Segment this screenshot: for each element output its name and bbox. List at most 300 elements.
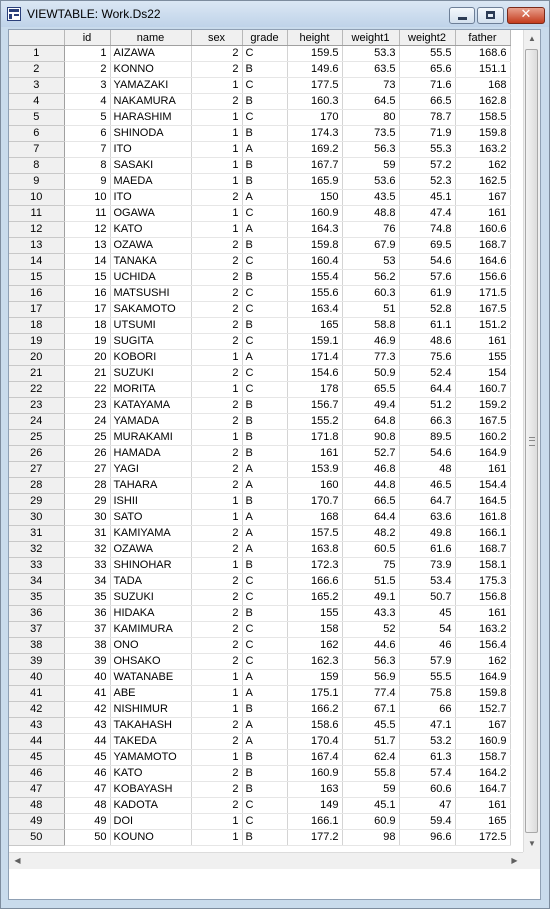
row-header-cell[interactable]: 25 bbox=[9, 430, 64, 446]
cell-name[interactable]: TADA bbox=[110, 574, 191, 590]
cell-grade[interactable]: C bbox=[242, 206, 287, 222]
row-header-cell[interactable]: 19 bbox=[9, 334, 64, 350]
table-row[interactable] bbox=[9, 222, 510, 238]
cell-weight1[interactable]: 76 bbox=[342, 222, 399, 238]
row-header-cell[interactable]: 38 bbox=[9, 638, 64, 654]
cell-name[interactable]: KAMIMURA bbox=[110, 622, 191, 638]
row-header-cell[interactable]: 43 bbox=[9, 718, 64, 734]
cell-weight2[interactable]: 64.7 bbox=[399, 494, 455, 510]
cell-father[interactable]: 168.7 bbox=[455, 542, 510, 558]
cell-sex[interactable]: 1 bbox=[191, 110, 242, 126]
cell-weight2[interactable]: 69.5 bbox=[399, 238, 455, 254]
cell-height[interactable]: 169.2 bbox=[287, 142, 342, 158]
cell-name[interactable]: SHINODA bbox=[110, 126, 191, 142]
cell-father[interactable]: 161 bbox=[455, 798, 510, 814]
cell-name[interactable]: WATANABE bbox=[110, 670, 191, 686]
cell-sex[interactable]: 2 bbox=[191, 238, 242, 254]
table-row[interactable] bbox=[9, 622, 510, 638]
cell-sex[interactable]: 1 bbox=[191, 494, 242, 510]
cell-weight1[interactable]: 56.3 bbox=[342, 142, 399, 158]
cell-id[interactable]: 40 bbox=[64, 670, 110, 686]
cell-name[interactable]: SASAKI bbox=[110, 158, 191, 174]
cell-weight1[interactable]: 53 bbox=[342, 254, 399, 270]
cell-weight2[interactable]: 57.2 bbox=[399, 158, 455, 174]
cell-sex[interactable]: 2 bbox=[191, 574, 242, 590]
row-header-cell[interactable]: 6 bbox=[9, 126, 64, 142]
cell-father[interactable]: 156.6 bbox=[455, 270, 510, 286]
cell-weight1[interactable]: 43.3 bbox=[342, 606, 399, 622]
cell-weight2[interactable]: 71.9 bbox=[399, 126, 455, 142]
row-header-cell[interactable]: 21 bbox=[9, 366, 64, 382]
cell-sex[interactable]: 2 bbox=[191, 734, 242, 750]
cell-height[interactable]: 156.7 bbox=[287, 398, 342, 414]
scroll-down-icon[interactable]: ▼ bbox=[528, 839, 536, 848]
cell-name[interactable]: KADOTA bbox=[110, 798, 191, 814]
cell-sex[interactable]: 2 bbox=[191, 654, 242, 670]
cell-grade[interactable]: A bbox=[242, 222, 287, 238]
cell-weight1[interactable]: 66.5 bbox=[342, 494, 399, 510]
cell-grade[interactable]: C bbox=[242, 366, 287, 382]
row-header-cell[interactable]: 10 bbox=[9, 190, 64, 206]
table-row[interactable] bbox=[9, 718, 510, 734]
cell-grade[interactable]: B bbox=[242, 606, 287, 622]
cell-height[interactable]: 165.9 bbox=[287, 174, 342, 190]
cell-name[interactable]: YAMAMOTO bbox=[110, 750, 191, 766]
cell-weight1[interactable]: 56.2 bbox=[342, 270, 399, 286]
cell-sex[interactable]: 2 bbox=[191, 286, 242, 302]
cell-id[interactable]: 14 bbox=[64, 254, 110, 270]
cell-weight1[interactable]: 51.7 bbox=[342, 734, 399, 750]
cell-id[interactable]: 22 bbox=[64, 382, 110, 398]
cell-name[interactable]: YAGI bbox=[110, 462, 191, 478]
cell-height[interactable]: 166.1 bbox=[287, 814, 342, 830]
cell-father[interactable]: 159.8 bbox=[455, 126, 510, 142]
app-icon[interactable] bbox=[7, 7, 21, 21]
row-header-cell[interactable]: 24 bbox=[9, 414, 64, 430]
cell-father[interactable]: 161 bbox=[455, 462, 510, 478]
cell-grade[interactable]: B bbox=[242, 158, 287, 174]
cell-height[interactable]: 175.1 bbox=[287, 686, 342, 702]
cell-weight2[interactable]: 53.4 bbox=[399, 574, 455, 590]
cell-name[interactable]: KOBORI bbox=[110, 350, 191, 366]
data-grid[interactable] bbox=[9, 30, 523, 852]
cell-grade[interactable]: C bbox=[242, 286, 287, 302]
cell-id[interactable]: 23 bbox=[64, 398, 110, 414]
cell-sex[interactable]: 1 bbox=[191, 430, 242, 446]
cell-father[interactable]: 167 bbox=[455, 190, 510, 206]
cell-father[interactable]: 163.2 bbox=[455, 622, 510, 638]
table-row[interactable] bbox=[9, 270, 510, 286]
cell-id[interactable]: 18 bbox=[64, 318, 110, 334]
row-header-cell[interactable]: 40 bbox=[9, 670, 64, 686]
cell-id[interactable]: 49 bbox=[64, 814, 110, 830]
cell-weight2[interactable]: 61.1 bbox=[399, 318, 455, 334]
cell-name[interactable]: ONO bbox=[110, 638, 191, 654]
cell-id[interactable]: 7 bbox=[64, 142, 110, 158]
cell-weight2[interactable]: 46 bbox=[399, 638, 455, 654]
cell-height[interactable]: 171.8 bbox=[287, 430, 342, 446]
scroll-up-icon[interactable]: ▲ bbox=[528, 34, 536, 43]
cell-father[interactable]: 162 bbox=[455, 654, 510, 670]
cell-weight2[interactable]: 54.6 bbox=[399, 254, 455, 270]
cell-father[interactable]: 161 bbox=[455, 606, 510, 622]
cell-weight1[interactable]: 50.9 bbox=[342, 366, 399, 382]
row-header-cell[interactable]: 27 bbox=[9, 462, 64, 478]
cell-name[interactable]: ITO bbox=[110, 190, 191, 206]
table-row[interactable] bbox=[9, 126, 510, 142]
cell-grade[interactable]: C bbox=[242, 254, 287, 270]
cell-father[interactable]: 158.5 bbox=[455, 110, 510, 126]
table-row[interactable] bbox=[9, 782, 510, 798]
cell-height[interactable]: 159.8 bbox=[287, 238, 342, 254]
cell-weight1[interactable]: 60.9 bbox=[342, 814, 399, 830]
row-header-cell[interactable]: 1 bbox=[9, 46, 64, 62]
row-header-cell[interactable]: 45 bbox=[9, 750, 64, 766]
cell-weight2[interactable]: 45.1 bbox=[399, 190, 455, 206]
cell-sex[interactable]: 2 bbox=[191, 590, 242, 606]
cell-weight1[interactable]: 64.8 bbox=[342, 414, 399, 430]
cell-name[interactable]: SUZUKI bbox=[110, 366, 191, 382]
cell-sex[interactable]: 2 bbox=[191, 478, 242, 494]
cell-weight2[interactable]: 48.6 bbox=[399, 334, 455, 350]
cell-weight1[interactable]: 44.8 bbox=[342, 478, 399, 494]
cell-id[interactable]: 24 bbox=[64, 414, 110, 430]
row-header-cell[interactable]: 31 bbox=[9, 526, 64, 542]
cell-grade[interactable]: B bbox=[242, 446, 287, 462]
table-row[interactable] bbox=[9, 46, 510, 62]
cell-id[interactable]: 27 bbox=[64, 462, 110, 478]
cell-grade[interactable]: A bbox=[242, 718, 287, 734]
cell-weight2[interactable]: 57.6 bbox=[399, 270, 455, 286]
cell-grade[interactable]: C bbox=[242, 798, 287, 814]
table-row[interactable] bbox=[9, 494, 510, 510]
cell-name[interactable]: SAKAMOTO bbox=[110, 302, 191, 318]
table-row[interactable] bbox=[9, 606, 510, 622]
table-row[interactable] bbox=[9, 430, 510, 446]
cell-weight1[interactable]: 62.4 bbox=[342, 750, 399, 766]
cell-father[interactable]: 164.2 bbox=[455, 766, 510, 782]
cell-weight2[interactable]: 47 bbox=[399, 798, 455, 814]
cell-weight2[interactable]: 45 bbox=[399, 606, 455, 622]
cell-grade[interactable]: C bbox=[242, 638, 287, 654]
cell-sex[interactable]: 2 bbox=[191, 302, 242, 318]
cell-weight1[interactable]: 77.3 bbox=[342, 350, 399, 366]
cell-father[interactable]: 164.5 bbox=[455, 494, 510, 510]
cell-sex[interactable]: 1 bbox=[191, 558, 242, 574]
cell-height[interactable]: 162 bbox=[287, 638, 342, 654]
table-row[interactable] bbox=[9, 398, 510, 414]
column-header-id[interactable]: id bbox=[64, 30, 110, 46]
cell-weight1[interactable]: 73 bbox=[342, 78, 399, 94]
cell-grade[interactable]: A bbox=[242, 142, 287, 158]
cell-height[interactable]: 158 bbox=[287, 622, 342, 638]
cell-weight2[interactable]: 47.1 bbox=[399, 718, 455, 734]
cell-id[interactable]: 41 bbox=[64, 686, 110, 702]
column-header-weight1[interactable]: weight1 bbox=[342, 30, 399, 46]
cell-height[interactable]: 159.5 bbox=[287, 46, 342, 62]
cell-height[interactable]: 164.3 bbox=[287, 222, 342, 238]
cell-grade[interactable]: C bbox=[242, 302, 287, 318]
table-row[interactable] bbox=[9, 110, 510, 126]
row-header-cell[interactable]: 47 bbox=[9, 782, 64, 798]
cell-weight2[interactable]: 48 bbox=[399, 462, 455, 478]
cell-father[interactable]: 154.4 bbox=[455, 478, 510, 494]
cell-weight1[interactable]: 60.3 bbox=[342, 286, 399, 302]
cell-id[interactable]: 16 bbox=[64, 286, 110, 302]
table-row[interactable] bbox=[9, 62, 510, 78]
cell-grade[interactable]: B bbox=[242, 62, 287, 78]
cell-name[interactable]: OHSAKO bbox=[110, 654, 191, 670]
row-header-cell[interactable]: 13 bbox=[9, 238, 64, 254]
cell-sex[interactable]: 2 bbox=[191, 638, 242, 654]
cell-height[interactable]: 155.4 bbox=[287, 270, 342, 286]
cell-grade[interactable]: C bbox=[242, 622, 287, 638]
cell-id[interactable]: 8 bbox=[64, 158, 110, 174]
cell-sex[interactable]: 1 bbox=[191, 222, 242, 238]
cell-id[interactable]: 1 bbox=[64, 46, 110, 62]
cell-weight2[interactable]: 71.6 bbox=[399, 78, 455, 94]
cell-father[interactable]: 161 bbox=[455, 334, 510, 350]
cell-height[interactable]: 162.3 bbox=[287, 654, 342, 670]
cell-father[interactable]: 164.9 bbox=[455, 670, 510, 686]
cell-weight2[interactable]: 59.4 bbox=[399, 814, 455, 830]
maximize-button[interactable] bbox=[477, 7, 504, 24]
cell-weight1[interactable]: 55.8 bbox=[342, 766, 399, 782]
cell-name[interactable]: KATO bbox=[110, 222, 191, 238]
row-header-cell[interactable]: 42 bbox=[9, 702, 64, 718]
cell-grade[interactable]: C bbox=[242, 110, 287, 126]
cell-father[interactable]: 160.2 bbox=[455, 430, 510, 446]
cell-height[interactable]: 163.4 bbox=[287, 302, 342, 318]
row-header-cell[interactable]: 36 bbox=[9, 606, 64, 622]
cell-weight2[interactable]: 73.9 bbox=[399, 558, 455, 574]
table-row[interactable] bbox=[9, 174, 510, 190]
cell-grade[interactable]: C bbox=[242, 814, 287, 830]
cell-grade[interactable]: A bbox=[242, 350, 287, 366]
cell-weight1[interactable]: 53.6 bbox=[342, 174, 399, 190]
cell-father[interactable]: 160.7 bbox=[455, 382, 510, 398]
cell-sex[interactable]: 1 bbox=[191, 174, 242, 190]
cell-id[interactable]: 45 bbox=[64, 750, 110, 766]
row-header-cell[interactable]: 28 bbox=[9, 478, 64, 494]
cell-weight2[interactable]: 61.9 bbox=[399, 286, 455, 302]
cell-id[interactable]: 26 bbox=[64, 446, 110, 462]
cell-id[interactable]: 25 bbox=[64, 430, 110, 446]
cell-sex[interactable]: 2 bbox=[191, 270, 242, 286]
cell-grade[interactable]: C bbox=[242, 46, 287, 62]
cell-height[interactable]: 170.7 bbox=[287, 494, 342, 510]
cell-sex[interactable]: 1 bbox=[191, 510, 242, 526]
cell-grade[interactable]: C bbox=[242, 590, 287, 606]
cell-name[interactable]: NAKAMURA bbox=[110, 94, 191, 110]
cell-father[interactable]: 159.2 bbox=[455, 398, 510, 414]
row-header-cell[interactable]: 2 bbox=[9, 62, 64, 78]
cell-id[interactable]: 46 bbox=[64, 766, 110, 782]
column-header-grade[interactable]: grade bbox=[242, 30, 287, 46]
cell-id[interactable]: 12 bbox=[64, 222, 110, 238]
cell-id[interactable]: 21 bbox=[64, 366, 110, 382]
cell-father[interactable]: 158.1 bbox=[455, 558, 510, 574]
vertical-scrollbar[interactable] bbox=[523, 30, 540, 852]
cell-weight1[interactable]: 46.9 bbox=[342, 334, 399, 350]
row-header-cell[interactable]: 18 bbox=[9, 318, 64, 334]
cell-weight1[interactable]: 63.5 bbox=[342, 62, 399, 78]
cell-weight1[interactable]: 45.5 bbox=[342, 718, 399, 734]
cell-weight1[interactable]: 53.3 bbox=[342, 46, 399, 62]
cell-father[interactable]: 175.3 bbox=[455, 574, 510, 590]
row-header-cell[interactable]: 32 bbox=[9, 542, 64, 558]
cell-height[interactable]: 177.2 bbox=[287, 830, 342, 846]
cell-id[interactable]: 34 bbox=[64, 574, 110, 590]
cell-grade[interactable]: B bbox=[242, 94, 287, 110]
cell-weight2[interactable]: 96.6 bbox=[399, 830, 455, 846]
cell-weight1[interactable]: 75 bbox=[342, 558, 399, 574]
cell-name[interactable]: MAEDA bbox=[110, 174, 191, 190]
row-header-cell[interactable]: 37 bbox=[9, 622, 64, 638]
table-row[interactable] bbox=[9, 350, 510, 366]
table-row[interactable] bbox=[9, 190, 510, 206]
cell-weight2[interactable]: 53.2 bbox=[399, 734, 455, 750]
cell-father[interactable]: 160.6 bbox=[455, 222, 510, 238]
corner-header-cell[interactable] bbox=[9, 30, 64, 46]
cell-weight2[interactable]: 78.7 bbox=[399, 110, 455, 126]
cell-father[interactable]: 151.2 bbox=[455, 318, 510, 334]
cell-father[interactable]: 159.8 bbox=[455, 686, 510, 702]
table-row[interactable] bbox=[9, 446, 510, 462]
cell-name[interactable]: TAKEDA bbox=[110, 734, 191, 750]
cell-height[interactable]: 160.4 bbox=[287, 254, 342, 270]
cell-grade[interactable]: B bbox=[242, 414, 287, 430]
cell-id[interactable]: 28 bbox=[64, 478, 110, 494]
cell-weight2[interactable]: 65.6 bbox=[399, 62, 455, 78]
cell-id[interactable]: 15 bbox=[64, 270, 110, 286]
cell-weight1[interactable]: 65.5 bbox=[342, 382, 399, 398]
cell-weight1[interactable]: 52 bbox=[342, 622, 399, 638]
row-header-cell[interactable]: 44 bbox=[9, 734, 64, 750]
cell-id[interactable]: 4 bbox=[64, 94, 110, 110]
table-row[interactable] bbox=[9, 590, 510, 606]
row-header-cell[interactable]: 46 bbox=[9, 766, 64, 782]
cell-id[interactable]: 29 bbox=[64, 494, 110, 510]
table-row[interactable] bbox=[9, 638, 510, 654]
cell-weight2[interactable]: 89.5 bbox=[399, 430, 455, 446]
row-header-cell[interactable]: 34 bbox=[9, 574, 64, 590]
row-header-cell[interactable]: 17 bbox=[9, 302, 64, 318]
cell-father[interactable]: 162.8 bbox=[455, 94, 510, 110]
cell-name[interactable]: ISHII bbox=[110, 494, 191, 510]
column-header-father[interactable]: father bbox=[455, 30, 510, 46]
cell-weight1[interactable]: 60.5 bbox=[342, 542, 399, 558]
row-header-cell[interactable]: 50 bbox=[9, 830, 64, 846]
cell-grade[interactable]: C bbox=[242, 574, 287, 590]
cell-name[interactable]: HAMADA bbox=[110, 446, 191, 462]
cell-grade[interactable]: B bbox=[242, 782, 287, 798]
cell-id[interactable]: 44 bbox=[64, 734, 110, 750]
table-row[interactable] bbox=[9, 206, 510, 222]
table-row[interactable] bbox=[9, 670, 510, 686]
column-header-name[interactable]: name bbox=[110, 30, 191, 46]
cell-weight1[interactable]: 49.4 bbox=[342, 398, 399, 414]
row-header-cell[interactable]: 35 bbox=[9, 590, 64, 606]
cell-weight1[interactable]: 80 bbox=[342, 110, 399, 126]
cell-weight1[interactable]: 73.5 bbox=[342, 126, 399, 142]
cell-grade[interactable]: B bbox=[242, 494, 287, 510]
cell-name[interactable]: HARASHIM bbox=[110, 110, 191, 126]
cell-name[interactable]: OZAWA bbox=[110, 542, 191, 558]
cell-father[interactable]: 152.7 bbox=[455, 702, 510, 718]
table-row[interactable] bbox=[9, 254, 510, 270]
cell-grade[interactable]: B bbox=[242, 318, 287, 334]
cell-id[interactable]: 37 bbox=[64, 622, 110, 638]
cell-height[interactable]: 155 bbox=[287, 606, 342, 622]
cell-weight2[interactable]: 75.8 bbox=[399, 686, 455, 702]
table-row[interactable] bbox=[9, 478, 510, 494]
cell-weight1[interactable]: 43.5 bbox=[342, 190, 399, 206]
cell-id[interactable]: 33 bbox=[64, 558, 110, 574]
cell-height[interactable]: 153.9 bbox=[287, 462, 342, 478]
cell-name[interactable]: TANAKA bbox=[110, 254, 191, 270]
cell-sex[interactable]: 2 bbox=[191, 766, 242, 782]
cell-grade[interactable]: B bbox=[242, 398, 287, 414]
cell-height[interactable]: 149 bbox=[287, 798, 342, 814]
cell-weight2[interactable]: 74.8 bbox=[399, 222, 455, 238]
cell-sex[interactable]: 2 bbox=[191, 798, 242, 814]
table-row[interactable] bbox=[9, 798, 510, 814]
table-row[interactable] bbox=[9, 238, 510, 254]
cell-father[interactable]: 167.5 bbox=[455, 302, 510, 318]
cell-height[interactable]: 155.2 bbox=[287, 414, 342, 430]
cell-weight1[interactable]: 77.4 bbox=[342, 686, 399, 702]
cell-weight1[interactable]: 59 bbox=[342, 782, 399, 798]
cell-father[interactable]: 156.4 bbox=[455, 638, 510, 654]
cell-sex[interactable]: 2 bbox=[191, 462, 242, 478]
cell-grade[interactable]: A bbox=[242, 462, 287, 478]
cell-name[interactable]: UTSUMI bbox=[110, 318, 191, 334]
minimize-button[interactable] bbox=[449, 7, 475, 24]
cell-weight2[interactable]: 49.8 bbox=[399, 526, 455, 542]
cell-weight1[interactable]: 56.9 bbox=[342, 670, 399, 686]
cell-id[interactable]: 20 bbox=[64, 350, 110, 366]
cell-father[interactable]: 167 bbox=[455, 718, 510, 734]
cell-sex[interactable]: 2 bbox=[191, 398, 242, 414]
cell-weight1[interactable]: 56.3 bbox=[342, 654, 399, 670]
cell-father[interactable]: 156.8 bbox=[455, 590, 510, 606]
cell-weight2[interactable]: 60.6 bbox=[399, 782, 455, 798]
cell-grade[interactable]: A bbox=[242, 510, 287, 526]
cell-weight1[interactable]: 51 bbox=[342, 302, 399, 318]
table-row[interactable] bbox=[9, 654, 510, 670]
table-row[interactable] bbox=[9, 750, 510, 766]
cell-id[interactable]: 30 bbox=[64, 510, 110, 526]
table-row[interactable] bbox=[9, 526, 510, 542]
row-header-cell[interactable]: 5 bbox=[9, 110, 64, 126]
column-header-height[interactable]: height bbox=[287, 30, 342, 46]
cell-name[interactable]: NISHIMUR bbox=[110, 702, 191, 718]
cell-id[interactable]: 2 bbox=[64, 62, 110, 78]
cell-name[interactable]: KONNO bbox=[110, 62, 191, 78]
cell-name[interactable]: TAHARA bbox=[110, 478, 191, 494]
cell-grade[interactable]: B bbox=[242, 238, 287, 254]
cell-father[interactable]: 161 bbox=[455, 206, 510, 222]
cell-height[interactable]: 163.8 bbox=[287, 542, 342, 558]
cell-name[interactable]: AIZAWA bbox=[110, 46, 191, 62]
cell-id[interactable]: 10 bbox=[64, 190, 110, 206]
cell-id[interactable]: 5 bbox=[64, 110, 110, 126]
cell-height[interactable]: 161 bbox=[287, 446, 342, 462]
cell-name[interactable]: YAMAZAKI bbox=[110, 78, 191, 94]
cell-weight2[interactable]: 61.3 bbox=[399, 750, 455, 766]
cell-weight2[interactable]: 64.4 bbox=[399, 382, 455, 398]
